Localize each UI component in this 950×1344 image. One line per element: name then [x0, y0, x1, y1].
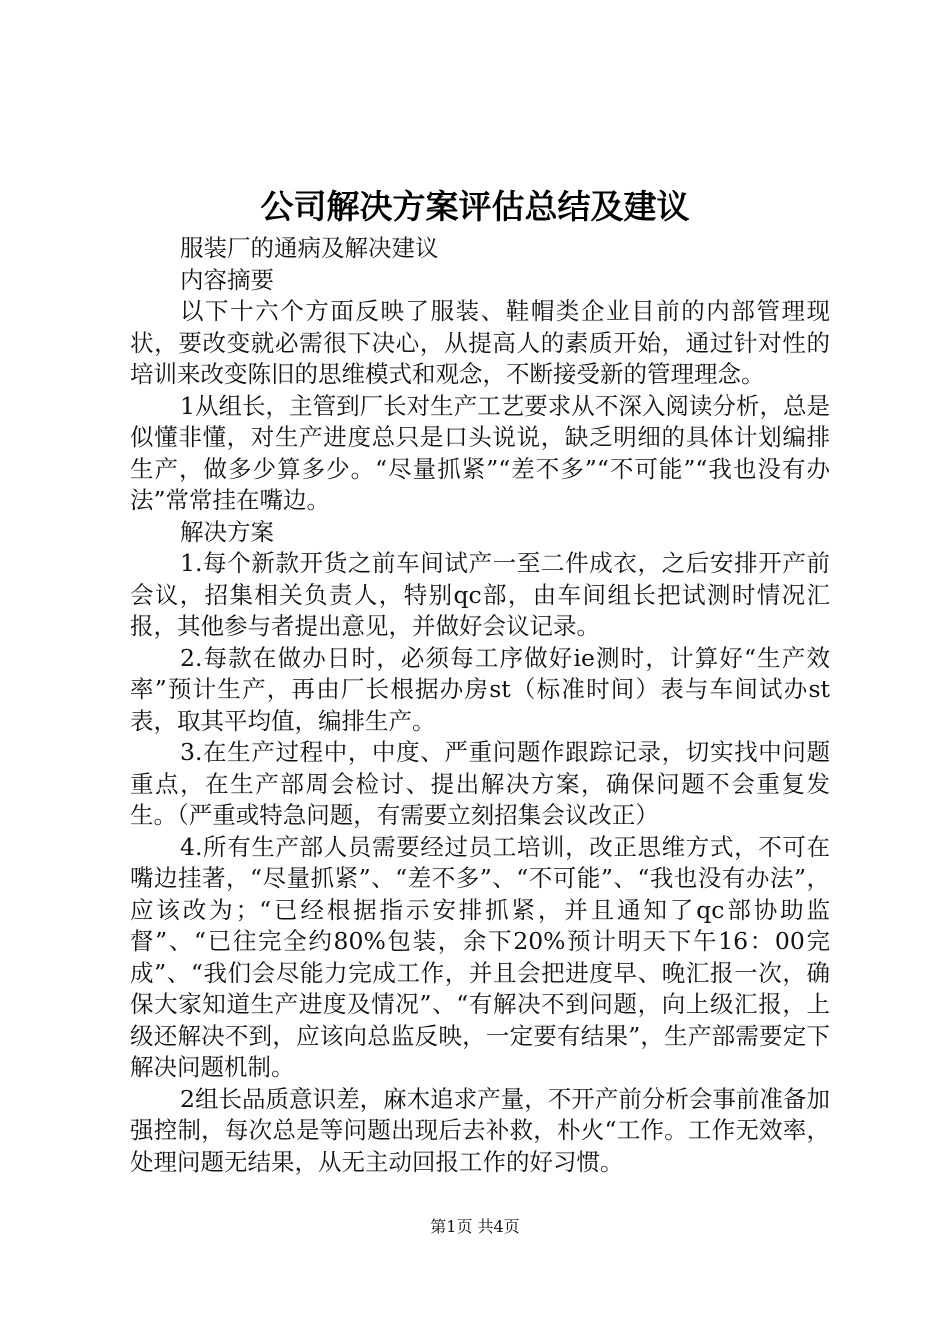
paragraph: 1从组长，主管到厂长对生产工艺要求从不深入阅读分析，总是似懂非懂，对生产进度总只是口头说说，缺乏明细的具体计划编排生产，做多少算多少。“尽量抓紧”“差不多”“不可能”“我也没有办法”常常挂在嘴边。	[130, 391, 830, 514]
paragraph: 解决方案	[180, 517, 274, 546]
paragraph: 1.每个新款开货之前车间试产一至二件成衣，之后安排开产前会议，招集相关负责人，特别qc部，由车间组长把试测时情况汇报，其他参与者提出意见，并做好会议记录。	[130, 549, 830, 640]
page-footer: 第1页 共4页	[430, 1217, 520, 1236]
paragraph: 以下十六个方面反映了服装、鞋帽类企业目前的内部管理现状，要改变就必需很下决心，从提高人的素质开始，通过针对性的培训来改变陈旧的思维模式和观念，不断接受新的管理理念。	[130, 297, 830, 388]
paragraph: 2组长品质意识差，麻木追求产量，不开产前分析会事前准备加强控制，每次总是等问题出现后去补救，朴火“工作。工作无效率，处理问题无结果，从无主动回报工作的好习惯。	[130, 1084, 830, 1176]
document-title: 公司解决方案评估总结及建议	[260, 187, 690, 226]
paragraph: 4.所有生产部人员需要经过员工培训，改正思维方式，不可在嘴边挂著，“尽量抓紧”、“差不多”、“不可能”、“我也没有办法”，应该改为；“已经根据指示安排抓紧，并且通知了qc部协助监督”、“已往完全约80%包装，余下20%预计明天下午16：00完成”、“我们会尽能力完成工作，并且会把进度早、晚汇报一次，确保大家知道生产进度及情况”、“有解决不到问题，向上级汇报，上级还解决不到，应该向总监反映，一定要有结果”，生产部需要定下解决问题机制。	[130, 832, 830, 1081]
paragraph: 3.在生产过程中，中度、严重问题作跟踪记录，切实找中问题重点，在生产部周会检讨、提出解决方案，确保问题不会重复发生。（严重或特急问题，有需要立刻招集会议改正）	[130, 738, 830, 829]
paragraph: 2.每款在做办日时，必须每工序做好ie测时，计算好“生产效率”预计生产，再由厂长根据办房st（标准时间）表与车间试办st表，取其平均值，编排生产。	[130, 643, 830, 735]
paragraph: 服装厂的通病及解决建议	[180, 234, 439, 262]
document-body	[130, 233, 830, 1178]
paragraph: 内容摘要	[180, 265, 274, 294]
